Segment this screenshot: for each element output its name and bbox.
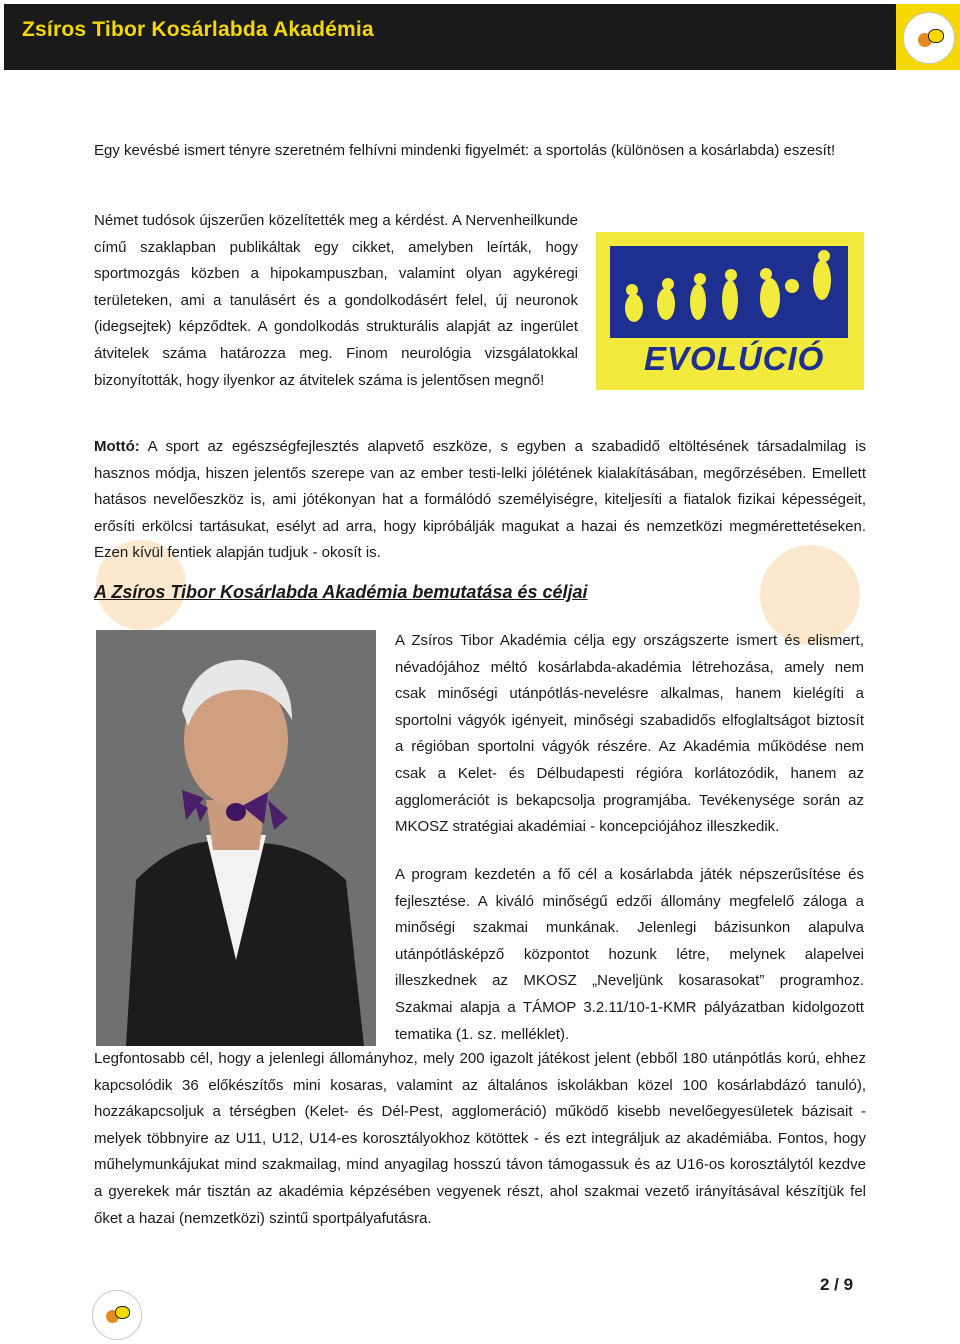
header-bar: [0, 0, 960, 74]
research-paragraph: Német tudósok újszerűen közelítették meg a kérdést. A Nervenheilkunde című szaklapban publikáltak egy cikket, amelyben leírták, hogy sportmozgás közben a hipokampuszban, valamint olyan agykéregi területeken, ami a tanulásért és a gondolkodásért felel, új neuronok (idegsejtek) képződtek. A gondolkodás strukturális alapját az ingerület átvitelek száma határozza meg. Finom neurológia vizsgálatokkal bizonyították, hogy ilyenkor az átvitelek száma is jelentősen megnő!: [94, 212, 578, 389]
header-logo-box: [896, 4, 960, 70]
section-title: A Zsíros Tibor Kosárlabda Akadémia bemutatása és céljai: [94, 582, 588, 602]
evolution-image: [596, 232, 864, 390]
motto-text: A sport az egészségfejlesztés alapvető eszköze, s egyben a szabadidő eltöltésének társadalmilag is hasznos módja, hiszen jelentős szerepe van az ember testi-lelki jólétének kialakításában, megőrzésében. Emellett hatásos nevelőeszköz is, ami jótékonyan hat a formálódó személyiségre, kiteljesíti a fiatalok fizikai képességeit, erősíti erkölcsi tartásukat, esélyt ad arra, hogy kipróbálják magukat a hazai és nemzetközi megmérettetéseken. Ezen kívül fentiek alapján tudjuk - okosít is.: [94, 438, 866, 562]
motto-paragraph: [94, 434, 866, 567]
academy-logo-icon: [92, 1290, 142, 1340]
academy-logo-icon: [903, 12, 955, 64]
program-paragraph: A program kezdetén a fő cél a kosárlabda játék népszerűsítése és fejlesztése. A kiváló minőségű edzői állomány megfelelő záloga a minőségi szakmai munkának. Jelenlegi bázisunkon alapulva utánpótlásképző központot hozunk létre, melynek alapelvei illeszkednek az MKOSZ „Neveljünk kosarasokat” programhoz. Szakmai alapja a TÁMOP 3.2.11/10-1-KMR pályázatban kidolgozott tematika (1. sz. melléklet).: [395, 866, 864, 1043]
header-title-bar: [4, 4, 896, 70]
evolution-caption: EVOLÚCIÓ: [644, 340, 825, 377]
academy-paragraph: A Zsíros Tibor Akadémia célja egy országszerte ismert és elismert, névadójához méltó kosárlabda-akadémia létrehozása, amely nem csak minőségi utánpótlás-nevelésre alkalmas, hanem kielégíti a sportolni vágyók igényeit, minőségi szabadidős elfoglaltságot biztosít a régióban sportolni vágyók részére. Az Akadémia működése nem csak a Kelet- és Délbudapesti régióra korlátozódik, hanem az agglomerációt is bekapcsolja programjába. Tevékenysége során az MKOSZ stratégiai akadémiai - koncepciójához illeszkedik.: [395, 632, 864, 836]
intro-paragraph: Egy kevésbé ismert tényre szeretném felhívni mindenki figyelmét: a sportolás (különösen a kosárlabda) eszesít!: [94, 142, 836, 159]
header-title: Zsíros Tibor Kosárlabda Akadémia: [22, 18, 374, 41]
footer-logo: [92, 1290, 142, 1340]
page-number: 2 / 9: [820, 1275, 854, 1294]
evolution-silhouettes-icon: [610, 246, 848, 338]
motto-label: Mottó:: [94, 438, 140, 455]
portrait-photo: [96, 630, 376, 1046]
goals-paragraph: Legfontosabb cél, hogy a jelenlegi állományhoz, mely 200 igazolt játékost jelent (ebből 180 utánpótlás korú, ehhez kapcsolódik 36 előkészítős mini kosaras, valamint az általános iskolákban közel 100 kosárlabdázó tanuló), hozzákapcsoljuk a térségben (Kelet- és Dél-Pest, agglomeráció) működő kisebb nevelőegyesületek bázisait - melyek többnyire az U11, U12, U14-es korosztályokhoz kötöttek - és ezt integráljuk az akadémiába. Fontos, hogy műhelymunkájukat mind szakmailag, mind anyagilag hosszú távon támogassuk és az U16-os korosztálytól kezdve a gyerekek már tisztán az akadémia képzésében vegyenek részt, ahol szakmai vezető irányításával készítjük fel őket a hazai (nemzetközi) szintű sportpályafutásra.: [94, 1050, 866, 1227]
